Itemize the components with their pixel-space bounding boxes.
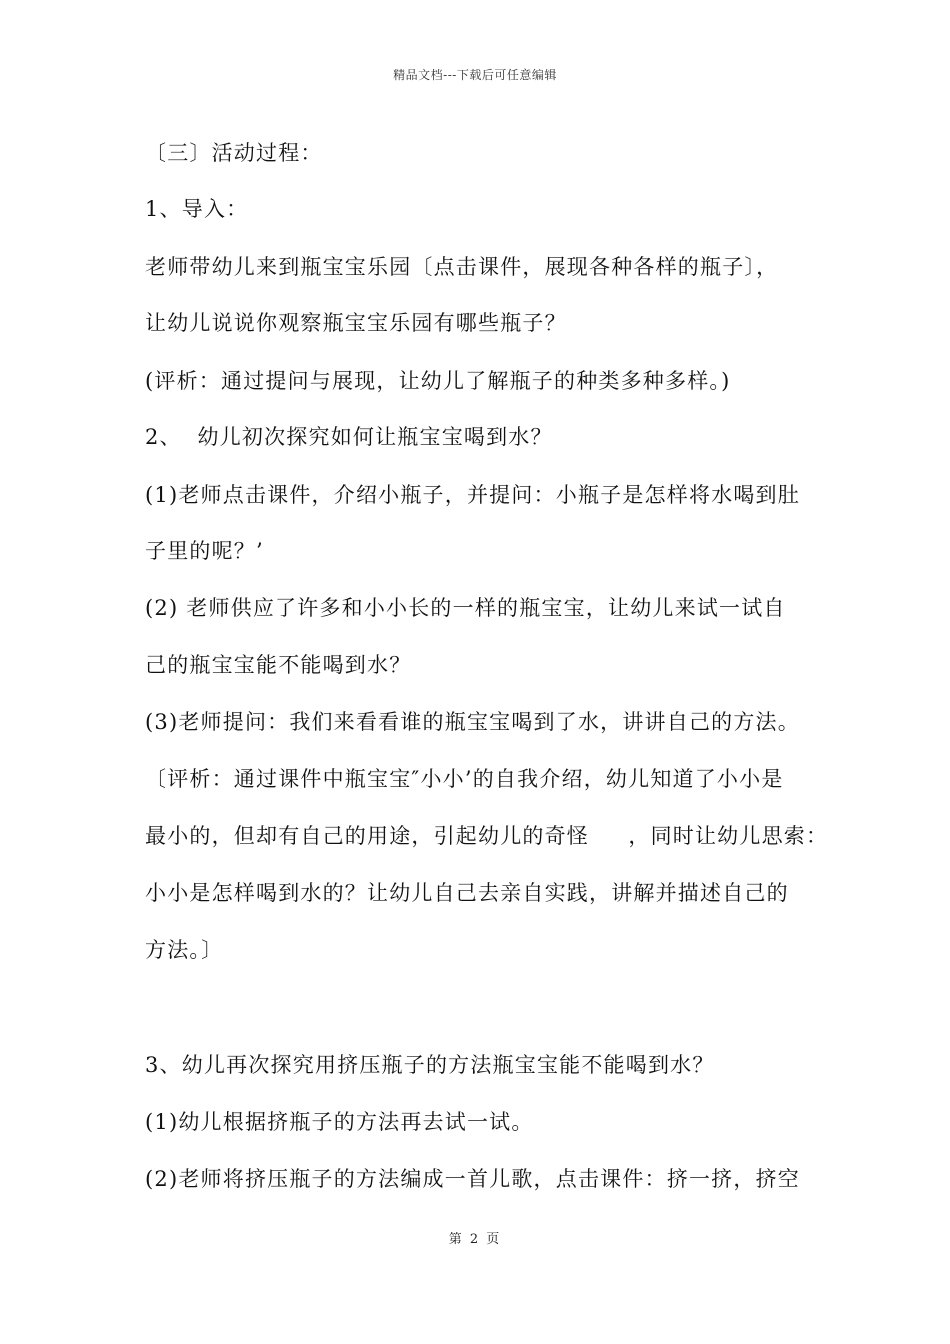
comment-line: 小小是怎样喝到水的？让幼儿自己去亲自实践，讲解并描述自己的 [145, 881, 789, 905]
paragraph-line: (3)老师提问：我们来看看谁的瓶宝宝喝到了水，讲讲自己的方法。 [145, 710, 800, 734]
comment-line: 〔评析：通过课件中瓶宝宝″小小’的自我介绍，幼儿知道了小小是 [145, 767, 784, 791]
paragraph-line: (2) 老师供应了许多和小小长的一样的瓶宝宝，让幼儿来试一试自 [145, 596, 786, 620]
paragraph-line: 让幼儿说说你观察瓶宝宝乐园有哪些瓶子？ [145, 311, 567, 335]
section-heading: 〔三〕活动过程： [145, 141, 323, 165]
paragraph-line: (2)老师将挤压瓶子的方法编成一首儿歌，点击课件：挤一挤，挤空 [145, 1167, 800, 1191]
comment-line: (评析：通过提问与展现，让幼儿了解瓶子的种类多种多样。) [145, 369, 731, 393]
comment-line: 最小的，但却有自己的用途，引起幼儿的奇怪 ，同时让幼儿思索： [145, 824, 829, 848]
step-2-heading: 2、 幼儿初次探究如何让瓶宝宝喝到水？ [145, 425, 553, 449]
paragraph-line: (1)幼儿根据挤瓶子的方法再去试一试。 [145, 1110, 534, 1134]
comment-line: 方法。〕 [145, 938, 224, 962]
page-number: 第 2 页 [448, 1232, 502, 1247]
step-3-heading: 3、幼儿再次探究用挤压瓶子的方法瓶宝宝能不能喝到水？ [145, 1053, 715, 1077]
step-1-heading: 1、导入： [145, 197, 249, 221]
paragraph-line: 老师带幼儿来到瓶宝宝乐园〔点击课件，展现各种各样的瓶子〕， [145, 255, 779, 279]
paragraph-line: (1)老师点击课件，介绍小瓶子，并提问：小瓶子是怎样将水喝到肚 [145, 483, 800, 507]
paragraph-line: 己的瓶宝宝能不能喝到水？ [145, 653, 412, 677]
paragraph-line: 子里的呢？’ [145, 539, 264, 563]
page-header: 精品文档---下载后可任意编辑 [393, 68, 557, 82]
